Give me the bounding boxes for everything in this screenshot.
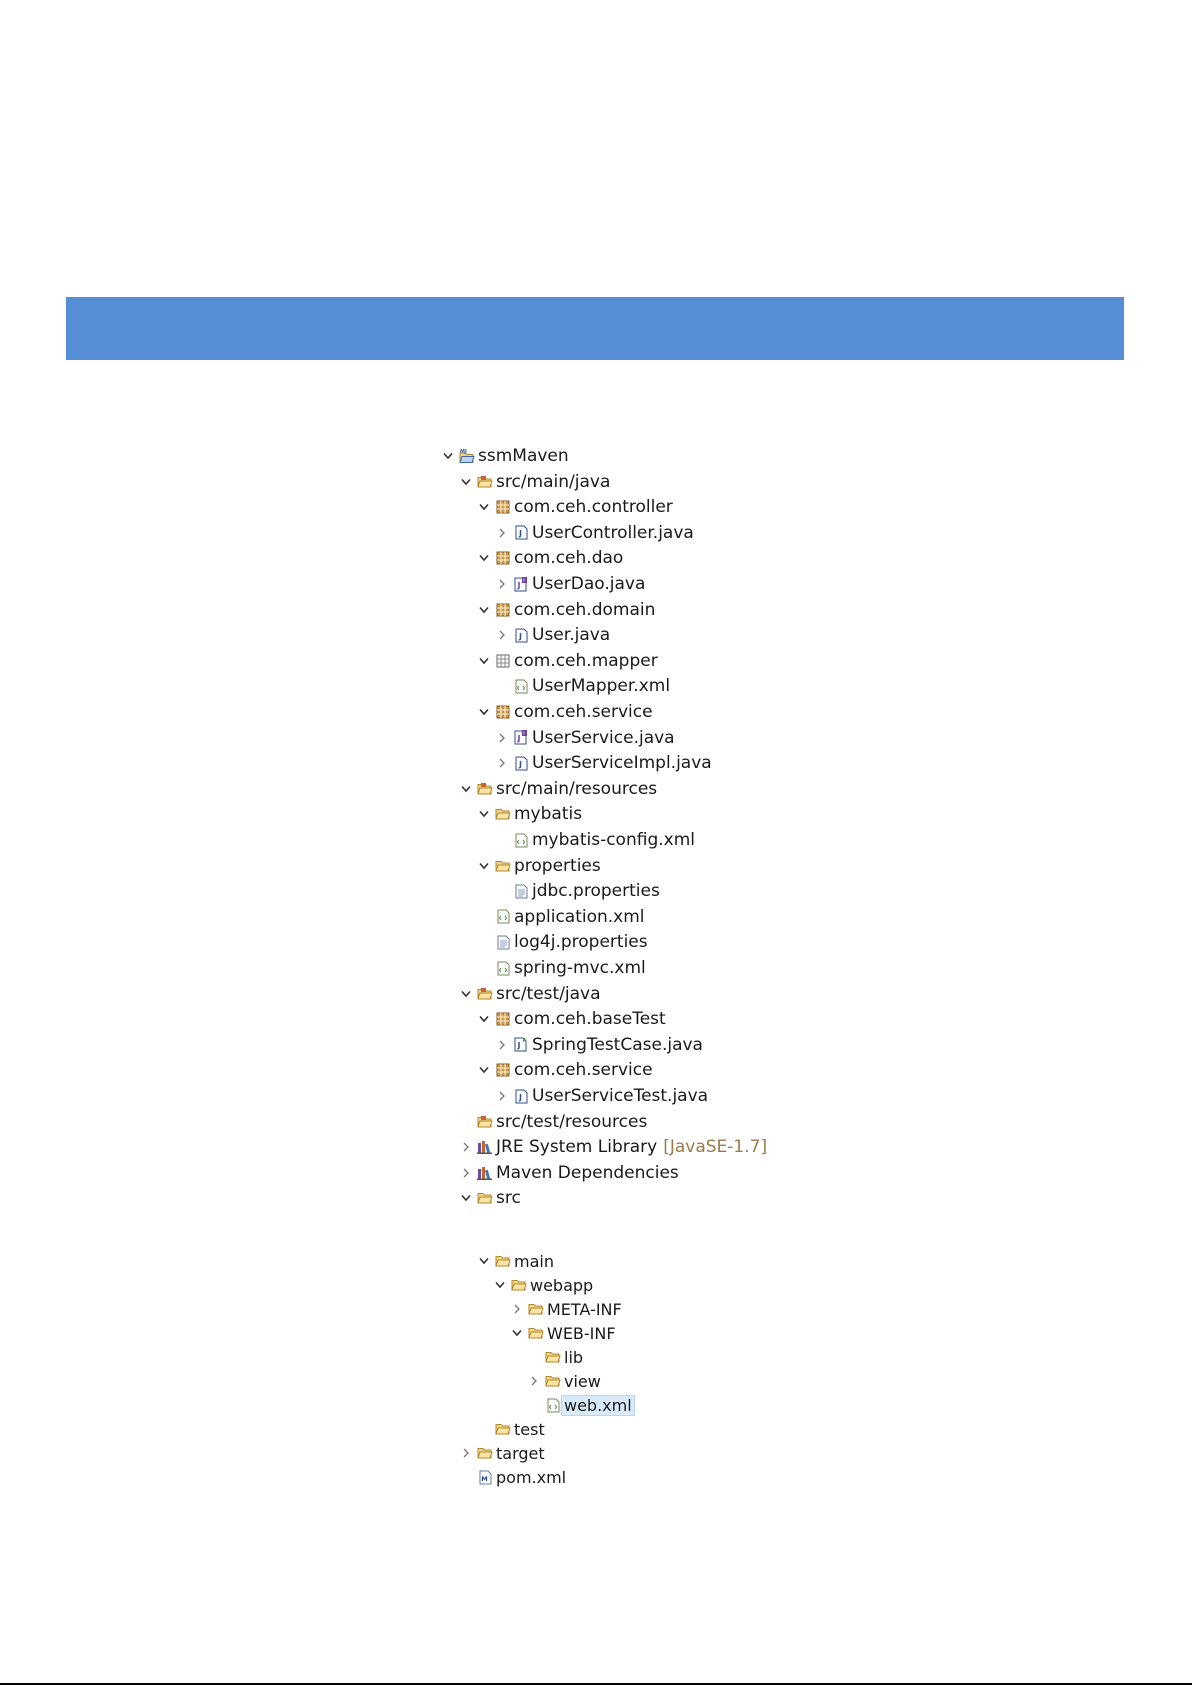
tree-item-label: test	[514, 1419, 545, 1439]
folder-icon	[545, 1373, 561, 1389]
package-icon	[495, 1011, 511, 1027]
tree-item[interactable]	[478, 700, 653, 724]
chevron-spacer	[460, 1470, 472, 1484]
tree-item-label: view	[564, 1371, 601, 1391]
xml-file-icon	[513, 678, 529, 694]
tree-item-label: com.ceh.service	[514, 702, 653, 722]
chevron-down-icon[interactable]	[478, 1012, 490, 1026]
chevron-down-icon[interactable]	[478, 859, 490, 873]
tree-item[interactable]	[460, 1135, 767, 1159]
folder-icon	[477, 1190, 493, 1206]
tree-item[interactable]	[460, 1161, 679, 1185]
chevron-down-icon[interactable]	[478, 603, 490, 617]
tree-item[interactable]	[528, 1394, 635, 1416]
svg-text:J: J	[517, 1041, 521, 1051]
tree-item[interactable]	[478, 930, 648, 954]
tree-item-label: Maven Dependencies	[496, 1162, 679, 1183]
tree-item[interactable]	[511, 1298, 622, 1320]
tree-item[interactable]	[478, 802, 582, 826]
tree-item[interactable]	[496, 1033, 703, 1057]
java-interface-icon	[513, 576, 529, 592]
chevron-spacer	[528, 1398, 540, 1412]
tree-item[interactable]	[478, 1007, 666, 1031]
chevron-down-icon[interactable]	[478, 807, 490, 821]
tree-item-label: com.ceh.domain	[514, 599, 656, 620]
chevron-spacer	[460, 1115, 472, 1129]
java-class-icon	[513, 755, 529, 771]
chevron-spacer	[496, 884, 508, 898]
folder-icon	[495, 1421, 511, 1437]
tree-item-label: META-INF	[547, 1299, 622, 1319]
folder-icon	[495, 806, 511, 822]
svg-text:J: J	[518, 631, 522, 641]
tree-item[interactable]	[478, 1250, 554, 1272]
chevron-right-icon[interactable]	[496, 731, 508, 745]
source-folder-icon	[477, 1114, 493, 1130]
chevron-right-icon[interactable]	[460, 1140, 472, 1154]
tree-item[interactable]	[478, 905, 645, 929]
tree-item-label: SpringTestCase.java	[532, 1034, 703, 1055]
tree-item[interactable]	[528, 1346, 583, 1368]
svg-text:A: A	[522, 1038, 527, 1045]
package-icon	[495, 550, 511, 566]
chevron-right-icon[interactable]	[528, 1374, 540, 1388]
tree-item-label: src/main/resources	[496, 778, 658, 799]
tree-item-label: pom.xml	[496, 1467, 567, 1487]
folder-icon	[511, 1277, 527, 1293]
tree-item-label: lib	[564, 1347, 584, 1367]
chevron-spacer	[478, 961, 490, 975]
folder-icon	[528, 1301, 544, 1317]
svg-text:J: J	[517, 580, 521, 590]
tree-item[interactable]	[496, 828, 695, 852]
java-class-icon	[513, 1088, 529, 1104]
chevron-right-icon[interactable]	[496, 1089, 508, 1103]
folder-icon	[477, 1445, 493, 1461]
tree-item-label: spring-mvc.xml	[514, 958, 646, 978]
chevron-down-icon[interactable]	[478, 551, 490, 565]
section-banner	[66, 297, 1124, 360]
folder-icon	[545, 1349, 561, 1365]
chevron-spacer	[478, 1422, 490, 1436]
tree-item-label: webapp	[530, 1275, 594, 1295]
source-folder-icon	[477, 986, 493, 1002]
empty-package-icon	[495, 653, 511, 669]
package-icon	[495, 499, 511, 515]
chevron-down-icon[interactable]	[478, 500, 490, 514]
chevron-right-icon[interactable]	[496, 526, 508, 540]
chevron-down-icon[interactable]	[460, 475, 472, 489]
svg-text:J: J	[518, 529, 522, 539]
chevron-spacer	[496, 833, 508, 847]
java-class-icon	[513, 525, 529, 541]
text-file-icon	[495, 934, 511, 950]
tree-item-label: com.ceh.service	[514, 1060, 653, 1081]
tree-item-label: ssmMaven	[478, 446, 569, 466]
project-icon	[459, 448, 475, 464]
chevron-spacer	[478, 935, 490, 949]
xml-file-icon	[495, 960, 511, 976]
chevron-right-icon[interactable]	[496, 1038, 508, 1052]
chevron-down-icon[interactable]	[478, 654, 490, 668]
tree-item[interactable]	[460, 1442, 545, 1464]
tree-item-label: log4j.properties	[514, 932, 648, 953]
chevron-right-icon[interactable]	[511, 1302, 523, 1316]
tree-item[interactable]	[478, 1418, 545, 1440]
chevron-down-icon[interactable]	[494, 1278, 506, 1292]
tree-item-label: src/main/java	[496, 471, 611, 492]
chevron-right-icon[interactable]	[460, 1446, 472, 1460]
svg-text:M: M	[480, 1474, 488, 1483]
tree-item[interactable]	[496, 879, 660, 903]
tree-item[interactable]	[478, 649, 658, 673]
tree-item[interactable]	[478, 598, 655, 622]
tree-item[interactable]	[460, 777, 657, 801]
tree-item[interactable]	[496, 674, 670, 698]
tree-item-label: UserService.java	[532, 727, 675, 748]
tree-item-label: com.ceh.dao	[514, 548, 624, 569]
chevron-right-icon[interactable]	[496, 577, 508, 591]
tree-item-label: UserController.java	[532, 522, 694, 543]
svg-text:J: J	[518, 759, 522, 769]
java-class-icon	[513, 627, 529, 643]
tree-item-label: com.ceh.controller	[514, 497, 673, 518]
tree-item-label: main	[514, 1251, 554, 1271]
tree-item-label: src/test/java	[496, 983, 601, 1004]
tree-item-label: UserDao.java	[532, 574, 646, 594]
source-folder-icon	[477, 781, 493, 797]
chevron-spacer	[528, 1350, 540, 1364]
tree-item[interactable]	[460, 1466, 566, 1488]
package-icon	[495, 704, 511, 720]
tree-item-label: jdbc.properties	[532, 881, 660, 902]
chevron-down-icon[interactable]	[478, 1063, 490, 1077]
chevron-right-icon[interactable]	[460, 1166, 472, 1180]
source-folder-icon	[477, 474, 493, 490]
library-icon	[477, 1139, 493, 1155]
tree-item-label: src	[496, 1188, 521, 1209]
tree-item[interactable]	[528, 1370, 601, 1392]
package-icon	[495, 1062, 511, 1078]
tree-item[interactable]	[511, 1322, 616, 1344]
package-icon	[495, 602, 511, 618]
maven-pom-icon	[477, 1469, 493, 1485]
text-file-icon	[513, 883, 529, 899]
svg-text:J: J	[518, 1092, 522, 1102]
tree-item[interactable]	[478, 1058, 653, 1082]
tree-item[interactable]	[496, 751, 712, 775]
folder-icon	[495, 858, 511, 874]
tree-item[interactable]	[460, 1110, 647, 1134]
chevron-down-icon[interactable]	[460, 782, 472, 796]
tree-item-label: UserMapper.xml	[532, 676, 671, 697]
chevron-down-icon[interactable]	[478, 705, 490, 719]
xml-file-icon	[513, 832, 529, 848]
folder-icon	[495, 1253, 511, 1269]
chevron-down-icon[interactable]	[478, 1254, 490, 1268]
tree-item[interactable]	[496, 1084, 708, 1108]
chevron-down-icon[interactable]	[442, 449, 454, 463]
tree-item-label: WEB-INF	[547, 1323, 616, 1343]
tree-item-decoration: [JavaSE-1.7]	[663, 1137, 768, 1158]
chevron-right-icon[interactable]	[496, 756, 508, 770]
tree-item-label: User.java	[532, 625, 611, 646]
tree-item[interactable]	[478, 854, 601, 878]
svg-text:I: I	[523, 731, 525, 738]
tree-item-label: application.xml	[514, 906, 645, 927]
tree-item-label: src/test/resources	[496, 1111, 648, 1132]
svg-text:M: M	[460, 448, 465, 455]
chevron-down-icon[interactable]	[460, 1191, 472, 1205]
tree-item-label: com.ceh.mapper	[514, 650, 658, 671]
tree-item[interactable]	[494, 1274, 593, 1296]
tree-item-label: web.xml	[561, 1395, 635, 1416]
tree-item-label: properties	[514, 855, 601, 876]
svg-text:J: J	[517, 734, 521, 744]
tree-item-label: UserServiceTest.java	[532, 1086, 709, 1106]
chevron-right-icon[interactable]	[496, 628, 508, 642]
tree-item-label: mybatis-config.xml	[532, 830, 695, 850]
tree-item[interactable]	[442, 444, 569, 468]
tree-item[interactable]	[496, 726, 675, 750]
svg-text:J: J	[465, 448, 467, 455]
tree-item[interactable]	[496, 623, 610, 647]
tree-item[interactable]	[460, 982, 601, 1006]
svg-text:I: I	[523, 577, 525, 584]
tree-item-label: mybatis	[514, 804, 583, 825]
xml-file-icon	[495, 909, 511, 925]
chevron-spacer	[478, 910, 490, 924]
chevron-down-icon[interactable]	[460, 987, 472, 1001]
tree-item-label: UserServiceImpl.java	[532, 753, 712, 774]
tree-item-label: target	[496, 1443, 545, 1463]
tree-item-label: JRE System Library	[496, 1137, 658, 1158]
tree-item[interactable]	[496, 572, 645, 596]
java-abstract-class-icon	[513, 1037, 529, 1053]
tree-item[interactable]	[478, 546, 623, 570]
tree-item[interactable]	[478, 495, 673, 519]
java-interface-icon	[513, 730, 529, 746]
chevron-down-icon[interactable]	[511, 1326, 523, 1340]
chevron-spacer	[496, 679, 508, 693]
xml-file-icon	[545, 1397, 561, 1413]
tree-item[interactable]	[478, 956, 646, 980]
library-icon	[477, 1165, 493, 1181]
folder-icon	[528, 1325, 544, 1341]
tree-item-label: com.ceh.baseTest	[514, 1009, 666, 1030]
tree-item[interactable]	[496, 521, 694, 545]
tree-item[interactable]	[460, 1186, 521, 1210]
tree-item[interactable]	[460, 470, 610, 494]
